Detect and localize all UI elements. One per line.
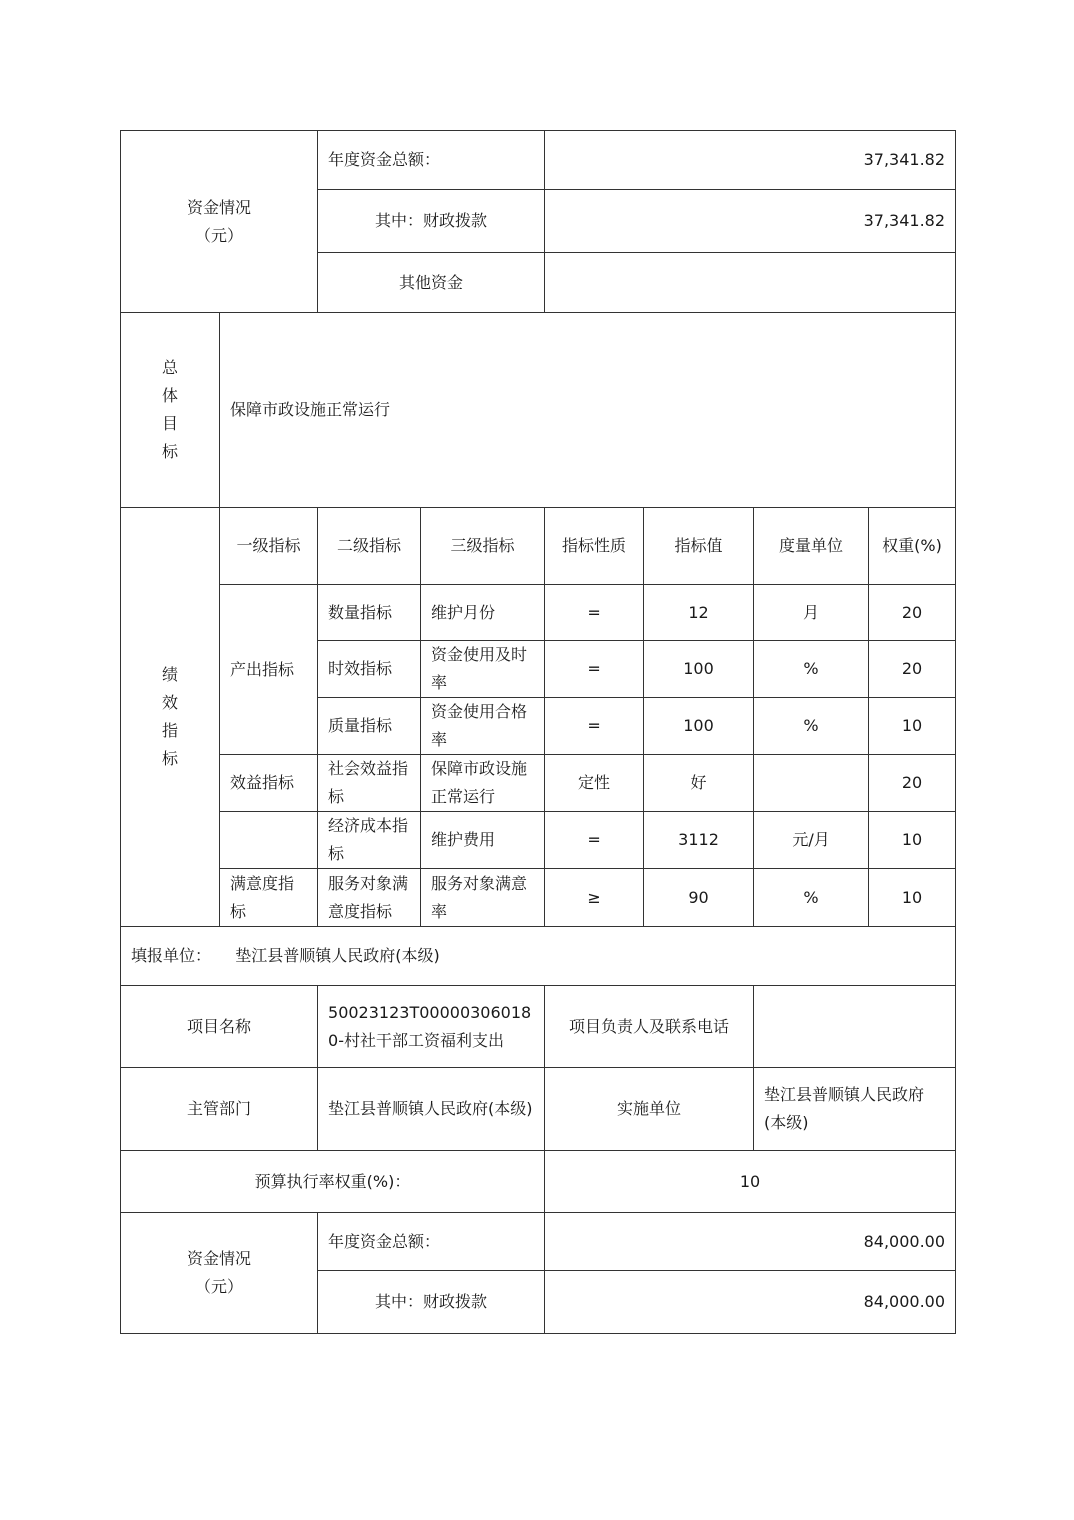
- fund2-unit: （元）: [195, 1277, 244, 1296]
- perf-nature-cell: 定性: [545, 755, 644, 812]
- fund2-annual-row: [121, 1213, 956, 1271]
- budget-weight-label: 预算执行率权重(%)：: [121, 1151, 545, 1213]
- perf-label-char: 绩: [161, 665, 178, 684]
- filler-value: 垫江县普顺镇人民政府(本级): [235, 946, 440, 965]
- project-name-label: 项目名称: [121, 986, 318, 1068]
- perf-l1-cell: 产出指标: [220, 585, 318, 755]
- perf-label: [121, 508, 220, 927]
- perf-weight-cell: 10: [869, 869, 956, 927]
- perf-l3-cell: 资金使用及时率: [421, 641, 545, 698]
- fund2-fiscal-label: 其中：财政拨款: [318, 1271, 545, 1334]
- perf-value-cell: 好: [644, 755, 754, 812]
- goal-row: [121, 313, 956, 508]
- project-name-row: [121, 986, 956, 1068]
- perf-nature-cell: =: [545, 698, 644, 755]
- goal-label-char: 标: [161, 442, 178, 461]
- perf-weight-cell: 20: [869, 755, 956, 812]
- goal-label-char: 总: [161, 358, 178, 377]
- filler-label: 填报单位：: [131, 946, 212, 965]
- perf-l3-cell: 服务对象满意率: [421, 869, 545, 927]
- perf-nature-cell: =: [545, 585, 644, 641]
- goal-label: [121, 313, 220, 508]
- filler-row: [121, 927, 956, 986]
- perf-value-cell: 12: [644, 585, 754, 641]
- perf-unit-cell: 月: [754, 585, 869, 641]
- perf-unit-cell: %: [754, 869, 869, 927]
- project-contact-label: 项目负责人及联系电话: [545, 986, 754, 1068]
- fund1-other-value: [545, 253, 956, 313]
- perf-nature-cell: =: [545, 641, 644, 698]
- perf-l3-cell: 保障市政设施正常运行: [421, 755, 545, 812]
- perf-header-cell: 权重(%): [869, 508, 956, 585]
- perf-label-char: 标: [161, 749, 178, 768]
- perf-value-cell: 90: [644, 869, 754, 927]
- project-impl-value: 垫江县普顺镇人民政府(本级): [754, 1068, 956, 1151]
- perf-header-cell: 指标性质: [545, 508, 644, 585]
- perf-weight-cell: 10: [869, 812, 956, 869]
- perf-l3-cell: 维护月份: [421, 585, 545, 641]
- fund1-annual-row: [121, 131, 956, 190]
- project-contact-value: [754, 986, 956, 1068]
- performance-target-form: [120, 130, 956, 1334]
- perf-weight-cell: 10: [869, 698, 956, 755]
- perf-l2-cell: 服务对象满意度指标: [318, 869, 421, 927]
- perf-weight-cell: 20: [869, 585, 956, 641]
- perf-l1-cell: 效益指标: [220, 755, 318, 812]
- fund2-label: 资金情况: [187, 1249, 252, 1268]
- perf-unit-cell: %: [754, 641, 869, 698]
- perf-value-cell: 100: [644, 641, 754, 698]
- fund1-label: 资金情况: [187, 197, 252, 217]
- budget-weight-row: [121, 1151, 956, 1213]
- filler-cell: [121, 927, 956, 986]
- perf-unit-cell: 元/月: [754, 812, 869, 869]
- perf-l2-cell: 经济成本指标: [318, 812, 421, 869]
- fund2-fiscal-value: 84,000.00: [545, 1271, 956, 1334]
- perf-l2-cell: 时效指标: [318, 641, 421, 698]
- goal-label-char: 目: [161, 414, 178, 433]
- perf-label-char: 效: [161, 693, 178, 712]
- perf-header-cell: 三级指标: [421, 508, 545, 585]
- fund1-annual-total-label: 年度资金总额：: [318, 131, 545, 190]
- fund2-annual-total-label: 年度资金总额：: [318, 1213, 545, 1271]
- perf-unit-cell: [754, 755, 869, 812]
- goal-label-char: 体: [161, 386, 178, 405]
- perf-header-cell: 指标值: [644, 508, 754, 585]
- perf-header-cell: 度量单位: [754, 508, 869, 585]
- fund2-label-cell: [121, 1213, 318, 1334]
- fund1-other-label: 其他资金: [318, 253, 545, 313]
- table-row: [121, 755, 956, 812]
- fund1-fiscal-label: 其中：财政拨款: [318, 190, 545, 253]
- fund2-annual-total-value: 84,000.00: [545, 1213, 956, 1271]
- perf-unit-cell: %: [754, 698, 869, 755]
- perf-l3-cell: 资金使用合格率: [421, 698, 545, 755]
- perf-nature-cell: =: [545, 812, 644, 869]
- fund1-label-cell: [121, 131, 318, 313]
- perf-weight-cell: 20: [869, 641, 956, 698]
- perf-value-cell: 3112: [644, 812, 754, 869]
- perf-l2-cell: 数量指标: [318, 585, 421, 641]
- table-row: [121, 812, 956, 869]
- perf-l3-cell: 维护费用: [421, 812, 545, 869]
- project-dept-value: 垫江县普顺镇人民政府(本级): [318, 1068, 545, 1151]
- perf-header-row: [121, 508, 956, 585]
- perf-header-cell: 一级指标: [220, 508, 318, 585]
- project-name-value: 50023123T000003060180-村社干部工资福利支出: [318, 986, 545, 1068]
- perf-header-cell: 二级指标: [318, 508, 421, 585]
- project-dept-label: 主管部门: [121, 1068, 318, 1151]
- perf-l2-cell: 质量指标: [318, 698, 421, 755]
- project-dept-row: [121, 1068, 956, 1151]
- perf-label-char: 指: [161, 721, 178, 740]
- perf-nature-cell: ≥: [545, 869, 644, 927]
- perf-l1-cell: [220, 812, 318, 869]
- perf-l1-cell: 满意度指标: [220, 869, 318, 927]
- fund1-unit: （元）: [195, 225, 244, 245]
- table-row: [121, 585, 956, 641]
- table-row: [121, 869, 956, 927]
- fund1-annual-total-value: 37,341.82: [545, 131, 956, 190]
- project-impl-label: 实施单位: [545, 1068, 754, 1151]
- perf-l2-cell: 社会效益指标: [318, 755, 421, 812]
- budget-weight-value: 10: [545, 1151, 956, 1213]
- perf-value-cell: 100: [644, 698, 754, 755]
- fund1-fiscal-value: 37,341.82: [545, 190, 956, 253]
- goal-text: 保障市政设施正常运行: [220, 313, 956, 508]
